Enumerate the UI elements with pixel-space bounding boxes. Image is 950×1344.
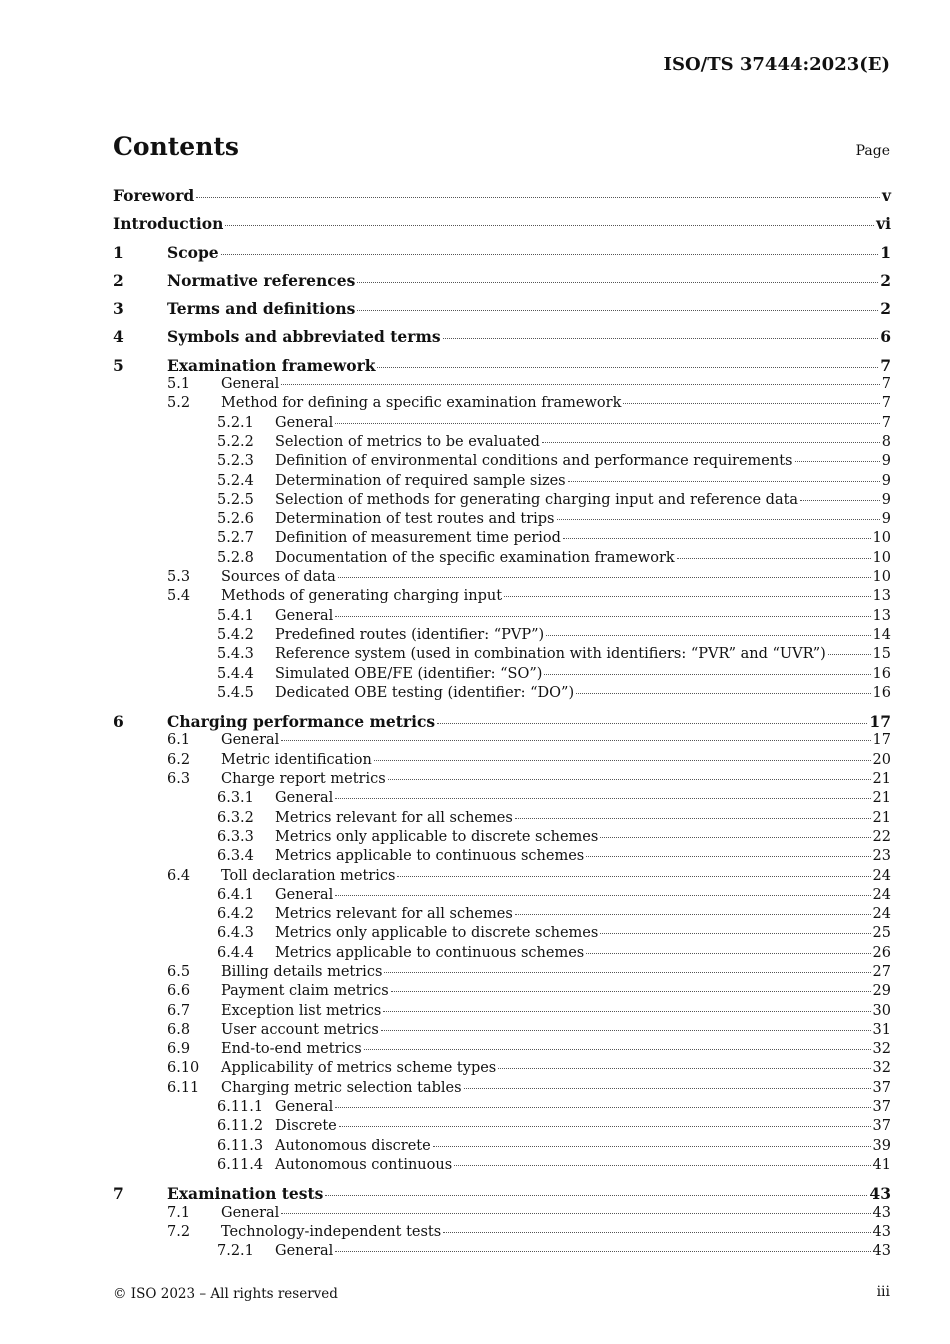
toc-entry-label: General xyxy=(275,607,334,624)
page-column-label: Page xyxy=(855,143,890,159)
dot-leader xyxy=(600,932,870,934)
toc-entry-number: 6.3.1 xyxy=(217,790,254,807)
dot-leader xyxy=(586,952,870,954)
page-title: Contents xyxy=(113,132,240,161)
toc-entry-label: Determination of required sample sizes xyxy=(275,472,566,489)
toc-entry-label: Foreword xyxy=(113,186,195,205)
dot-leader xyxy=(335,797,870,799)
toc-entry-page: 21 xyxy=(872,771,891,788)
toc-entry-label: Methods of generating charging input xyxy=(221,588,503,605)
toc-entry[interactable] xyxy=(113,243,891,262)
toc-entry-label: General xyxy=(275,414,334,431)
toc-entry-number: 6.11.1 xyxy=(217,1099,264,1116)
toc-entry[interactable] xyxy=(113,375,891,394)
dot-leader xyxy=(335,1250,870,1252)
toc-entry-number: 6.3.4 xyxy=(217,848,254,865)
toc-entry-label: Determination of test routes and trips xyxy=(275,511,555,528)
toc-entry-number: 5.2.3 xyxy=(217,453,254,470)
toc-entry[interactable] xyxy=(113,751,891,770)
toc-entry-page: 17 xyxy=(872,732,891,749)
toc-entry-page: 2 xyxy=(880,299,891,319)
dot-leader xyxy=(384,971,870,973)
toc-entry-page: 24 xyxy=(872,886,891,903)
toc-entry-label: Metrics only applicable to discrete schemes xyxy=(275,828,599,845)
page-number: iii xyxy=(876,1284,890,1300)
table-of-contents xyxy=(113,186,891,1261)
toc-entry-number: 6.3.2 xyxy=(217,809,254,826)
toc-entry-label: Autonomous continuous xyxy=(275,1156,453,1173)
toc-entry[interactable] xyxy=(113,1040,891,1059)
toc-entry[interactable] xyxy=(113,529,891,548)
toc-entry-number: 5.4.3 xyxy=(217,646,254,663)
toc-entry-label: Discrete xyxy=(275,1118,337,1135)
toc-entry[interactable] xyxy=(113,712,891,731)
toc-entry[interactable] xyxy=(113,1117,891,1136)
toc-entry-page: 30 xyxy=(872,1002,891,1019)
toc-entry-number: 7.2.1 xyxy=(217,1243,254,1260)
toc-entry[interactable] xyxy=(113,414,891,433)
toc-entry[interactable] xyxy=(113,626,891,645)
dot-leader xyxy=(377,366,878,368)
toc-entry-page: 9 xyxy=(881,491,891,508)
toc-entry-number: 1 xyxy=(113,242,124,262)
dot-leader xyxy=(800,499,880,501)
toc-entry-label: Examination framework xyxy=(167,355,376,375)
toc-entry[interactable] xyxy=(113,452,891,471)
toc-entry-page: 24 xyxy=(872,867,891,884)
toc-entry[interactable] xyxy=(113,1242,891,1261)
toc-entry[interactable] xyxy=(113,271,891,290)
dot-leader xyxy=(542,441,880,443)
dot-leader xyxy=(221,253,879,255)
dot-leader xyxy=(515,913,871,915)
toc-entry-page: 39 xyxy=(872,1137,891,1154)
dot-leader xyxy=(338,576,871,578)
dot-leader xyxy=(391,990,871,992)
toc-entry-label: Normative references xyxy=(167,270,356,290)
toc-entry-number: 6.5 xyxy=(167,963,191,980)
toc-entry-page: 37 xyxy=(872,1079,891,1096)
toc-entry-page: 21 xyxy=(872,809,891,826)
toc-entry-page: 43 xyxy=(872,1204,891,1221)
toc-entry[interactable] xyxy=(113,186,891,205)
toc-entry-page: 16 xyxy=(872,665,891,682)
toc-entry-label: Metrics only applicable to discrete schemes xyxy=(275,925,599,942)
dot-leader xyxy=(515,817,871,819)
dot-leader xyxy=(357,309,878,311)
toc-entry[interactable] xyxy=(113,924,891,943)
toc-entry-label: Reference system (used in combination with identifiers: “PVR” and “UVR”) xyxy=(275,646,826,663)
toc-entry-page: 13 xyxy=(872,607,891,624)
toc-entry-page: 9 xyxy=(881,472,891,489)
toc-entry-page: 43 xyxy=(872,1223,891,1240)
toc-entry-number: 2 xyxy=(113,270,124,290)
dot-leader xyxy=(443,1231,870,1233)
toc-entry-page: 8 xyxy=(881,433,891,450)
dot-leader xyxy=(383,1010,870,1012)
toc-entry-number: 5.4.2 xyxy=(217,626,254,643)
toc-entry[interactable] xyxy=(113,356,891,375)
toc-entry-page: 27 xyxy=(872,963,891,980)
toc-entry[interactable] xyxy=(113,549,891,568)
toc-entry-page: 37 xyxy=(872,1099,891,1116)
toc-entry-page: 32 xyxy=(872,1060,891,1077)
toc-entry-label: Predefined routes (identifier: “PVP”) xyxy=(275,626,545,643)
toc-entry-label: Definition of measurement time period xyxy=(275,530,561,547)
toc-entry-number: 6.10 xyxy=(167,1060,200,1077)
toc-entry[interactable] xyxy=(113,645,891,664)
toc-entry-label: Toll declaration metrics xyxy=(221,867,396,884)
toc-entry[interactable] xyxy=(113,299,891,318)
toc-entry-label: Simulated OBE/FE (identifier: “SO”) xyxy=(275,665,543,682)
dot-leader xyxy=(388,778,871,780)
toc-entry-label: Examination tests xyxy=(167,1184,324,1204)
toc-entry-page: 14 xyxy=(872,626,891,643)
toc-entry-page: 2 xyxy=(880,270,891,290)
toc-entry-page: 6 xyxy=(880,327,891,347)
toc-entry[interactable] xyxy=(113,587,891,606)
toc-entry-page: 31 xyxy=(872,1021,891,1038)
dot-leader xyxy=(677,557,871,559)
toc-entry[interactable] xyxy=(113,510,891,529)
toc-entry-number: 5.4.1 xyxy=(217,607,254,624)
toc-entry-label: Method for defining a specific examination framework xyxy=(221,395,622,412)
toc-entry-label: Terms and definitions xyxy=(167,299,356,319)
toc-entry-number: 7 xyxy=(113,1184,124,1204)
toc-entry-page: 25 xyxy=(872,925,891,942)
toc-entry[interactable] xyxy=(113,847,891,866)
toc-entry-page: 9 xyxy=(881,453,891,470)
toc-entry-page: 24 xyxy=(872,906,891,923)
toc-entry-number: 5.2.7 xyxy=(217,530,254,547)
toc-entry-number: 5.2.5 xyxy=(217,491,254,508)
dot-leader xyxy=(504,595,871,597)
toc-entry-label: Metrics applicable to continuous schemes xyxy=(275,944,585,961)
dot-leader xyxy=(281,1212,870,1214)
toc-entry[interactable] xyxy=(113,731,891,750)
toc-entry-page: 37 xyxy=(872,1118,891,1135)
toc-entry-page: 43 xyxy=(872,1243,891,1260)
toc-entry-number: 5.2.4 xyxy=(217,472,254,489)
dot-leader xyxy=(433,1145,871,1147)
dot-leader xyxy=(586,855,870,857)
toc-entry[interactable] xyxy=(113,665,891,684)
dot-leader xyxy=(437,722,867,724)
toc-entry-number: 6.4 xyxy=(167,867,191,884)
toc-entry-label: End-to-end metrics xyxy=(221,1041,362,1058)
toc-entry[interactable] xyxy=(113,1098,891,1117)
copyright-notice: © ISO 2023 – All rights reserved xyxy=(113,1286,338,1302)
toc-entry-number: 7.1 xyxy=(167,1204,191,1221)
toc-entry-number: 5.2.1 xyxy=(217,414,254,431)
toc-entry-number: 6.3.3 xyxy=(217,828,254,845)
toc-entry-label: Metric identification xyxy=(221,751,372,768)
toc-entry-number: 5.2.6 xyxy=(217,511,254,528)
toc-entry-page: 10 xyxy=(872,569,891,586)
toc-entry[interactable] xyxy=(113,607,891,626)
toc-entry-number: 5.4 xyxy=(167,588,191,605)
toc-entry-page: 43 xyxy=(869,1184,891,1204)
toc-entry-number: 5 xyxy=(113,355,124,375)
toc-entry[interactable] xyxy=(113,1137,891,1156)
dot-leader xyxy=(225,224,874,226)
toc-entry-number: 5.2.8 xyxy=(217,549,254,566)
toc-entry-label: Metrics relevant for all schemes xyxy=(275,906,513,923)
toc-entry-label: General xyxy=(221,732,280,749)
toc-entry-number: 6.1 xyxy=(167,732,191,749)
toc-entry[interactable] xyxy=(113,684,891,703)
toc-entry-label: Technology-independent tests xyxy=(221,1223,442,1240)
toc-entry-label: Selection of metrics to be evaluated xyxy=(275,433,540,450)
dot-leader xyxy=(357,281,878,283)
toc-entry-page: 20 xyxy=(872,751,891,768)
toc-entry-label: General xyxy=(221,1204,280,1221)
dot-leader xyxy=(335,615,870,617)
toc-entry-page: 32 xyxy=(872,1041,891,1058)
toc-entry-label: Documentation of the specific examination framework xyxy=(275,549,675,566)
dot-leader xyxy=(281,383,879,385)
dot-leader xyxy=(546,634,870,636)
toc-entry[interactable] xyxy=(113,1002,891,1021)
toc-entry-number: 5.2.2 xyxy=(217,433,254,450)
toc-entry-number: 7.2 xyxy=(167,1223,191,1240)
dot-leader xyxy=(364,1048,871,1050)
toc-entry-label: Charge report metrics xyxy=(221,771,386,788)
toc-entry-label: General xyxy=(221,376,280,393)
toc-entry-label: Charging performance metrics xyxy=(167,712,436,732)
dot-leader xyxy=(335,894,870,896)
toc-entry-number: 5.1 xyxy=(167,376,191,393)
toc-entry[interactable] xyxy=(113,944,891,963)
toc-entry-number: 6.11 xyxy=(167,1079,200,1096)
dot-leader xyxy=(828,653,871,655)
dot-leader xyxy=(544,673,870,675)
toc-entry-number: 6 xyxy=(113,712,124,732)
dot-leader xyxy=(397,875,870,877)
toc-entry[interactable] xyxy=(113,963,891,982)
toc-entry[interactable] xyxy=(113,1156,891,1175)
toc-entry[interactable] xyxy=(113,1223,891,1242)
toc-entry-label: Applicability of metrics scheme types xyxy=(221,1060,497,1077)
dot-leader xyxy=(454,1164,870,1166)
dot-leader xyxy=(374,759,871,761)
toc-entry[interactable] xyxy=(113,1021,891,1040)
toc-entry[interactable] xyxy=(113,770,891,789)
toc-entry-page: 7 xyxy=(881,414,891,431)
toc-entry-label: Introduction xyxy=(113,214,224,234)
dot-leader xyxy=(568,480,880,482)
dot-leader xyxy=(281,739,870,741)
toc-entry-label: Scope xyxy=(167,242,219,262)
toc-entry-page: 7 xyxy=(881,376,891,393)
toc-entry-number: 6.8 xyxy=(167,1021,191,1038)
toc-entry-number: 6.4.2 xyxy=(217,906,254,923)
toc-entry-number: 3 xyxy=(113,299,124,319)
toc-entry-number: 6.4.4 xyxy=(217,944,254,961)
toc-entry-page: 22 xyxy=(872,828,891,845)
toc-entry[interactable] xyxy=(113,867,891,886)
toc-entry-number: 6.9 xyxy=(167,1041,191,1058)
toc-entry-label: Dedicated OBE testing (identifier: “DO”) xyxy=(275,684,575,701)
toc-entry-label: General xyxy=(275,886,334,903)
toc-entry-label: Sources of data xyxy=(221,569,336,586)
toc-entry-page: 23 xyxy=(872,848,891,865)
toc-entry-page: 13 xyxy=(872,588,891,605)
toc-entry-label: General xyxy=(275,790,334,807)
dot-leader xyxy=(381,1029,871,1031)
toc-entry-label: User account metrics xyxy=(221,1021,379,1038)
dot-leader xyxy=(576,692,870,694)
toc-entry[interactable] xyxy=(113,1079,891,1098)
toc-entry-page: 1 xyxy=(880,242,891,262)
toc-entry[interactable] xyxy=(113,394,891,413)
toc-entry-number: 6.7 xyxy=(167,1002,191,1019)
toc-entry-page: vi xyxy=(876,214,891,234)
toc-entry[interactable] xyxy=(113,472,891,491)
toc-entry-label: Definition of environmental conditions and performance requirements xyxy=(275,453,793,470)
toc-entry-page: v xyxy=(881,186,891,205)
toc-entry-number: 5.2 xyxy=(167,395,191,412)
toc-entry[interactable] xyxy=(113,789,891,808)
toc-entry-number: 4 xyxy=(113,327,124,347)
toc-entry-number: 6.4.1 xyxy=(217,886,254,903)
toc-entry-page: 15 xyxy=(872,646,891,663)
toc-entry[interactable] xyxy=(113,433,891,452)
toc-entry-label: Autonomous discrete xyxy=(275,1137,431,1154)
toc-entry-page: 21 xyxy=(872,790,891,807)
dot-leader xyxy=(339,1125,871,1127)
toc-entry[interactable] xyxy=(113,982,891,1001)
document-identifier: ISO/TS 37444:2023(E) xyxy=(663,54,890,75)
toc-entry[interactable] xyxy=(113,905,891,924)
toc-entry-label: Metrics applicable to continuous schemes xyxy=(275,848,585,865)
dot-leader xyxy=(557,518,880,520)
toc-entry[interactable] xyxy=(113,828,891,847)
toc-entry-number: 5.4.5 xyxy=(217,684,254,701)
toc-entry-page: 41 xyxy=(872,1156,891,1173)
toc-entry[interactable] xyxy=(113,1059,891,1078)
dot-leader xyxy=(335,422,879,424)
toc-entry-page: 16 xyxy=(872,684,891,701)
toc-entry-number: 5.4.4 xyxy=(217,665,254,682)
toc-entry-page: 26 xyxy=(872,944,891,961)
toc-entry-label: General xyxy=(275,1099,334,1116)
toc-entry-page: 17 xyxy=(869,712,891,732)
toc-entry-page: 10 xyxy=(872,530,891,547)
toc-entry[interactable] xyxy=(113,809,891,828)
dot-leader xyxy=(443,337,879,339)
dot-leader xyxy=(563,537,871,539)
toc-entry-number: 6.11.3 xyxy=(217,1137,264,1154)
toc-entry[interactable] xyxy=(113,327,891,346)
toc-entry-number: 6.11.2 xyxy=(217,1118,264,1135)
toc-entry-page: 7 xyxy=(881,395,891,412)
toc-entry-number: 6.4.3 xyxy=(217,925,254,942)
toc-entry-label: Payment claim metrics xyxy=(221,983,389,1000)
toc-entry[interactable] xyxy=(113,1204,891,1223)
toc-entry-label: Billing details metrics xyxy=(221,963,383,980)
dot-leader xyxy=(464,1087,871,1089)
dot-leader xyxy=(498,1067,870,1069)
toc-entry-label: General xyxy=(275,1243,334,1260)
toc-entry-number: 6.3 xyxy=(167,771,191,788)
toc-entry-number: 6.11.4 xyxy=(217,1156,264,1173)
toc-entry-page: 9 xyxy=(881,511,891,528)
toc-entry[interactable] xyxy=(113,886,891,905)
dot-leader xyxy=(196,196,880,198)
toc-entry-page: 7 xyxy=(880,355,891,375)
toc-entry[interactable] xyxy=(113,491,891,510)
toc-entry-number: 6.2 xyxy=(167,751,191,768)
toc-entry-number: 6.6 xyxy=(167,983,191,1000)
toc-entry[interactable] xyxy=(113,1184,891,1203)
dot-leader xyxy=(325,1194,867,1196)
dot-leader xyxy=(623,402,879,404)
toc-entry[interactable] xyxy=(113,214,891,233)
toc-entry-page: 10 xyxy=(872,549,891,566)
toc-entry-label: Metrics relevant for all schemes xyxy=(275,809,513,826)
toc-entry-label: Symbols and abbreviated terms xyxy=(167,327,441,347)
dot-leader xyxy=(335,1106,870,1108)
toc-entry-label: Exception list metrics xyxy=(221,1002,382,1019)
toc-entry-label: Charging metric selection tables xyxy=(221,1079,462,1096)
toc-entry[interactable] xyxy=(113,568,891,587)
dot-leader xyxy=(600,836,870,838)
toc-entry-number: 5.3 xyxy=(167,569,191,586)
dot-leader xyxy=(795,460,880,462)
toc-entry-label: Selection of methods for generating charging input and reference data xyxy=(275,491,799,508)
toc-entry-page: 29 xyxy=(872,983,891,1000)
